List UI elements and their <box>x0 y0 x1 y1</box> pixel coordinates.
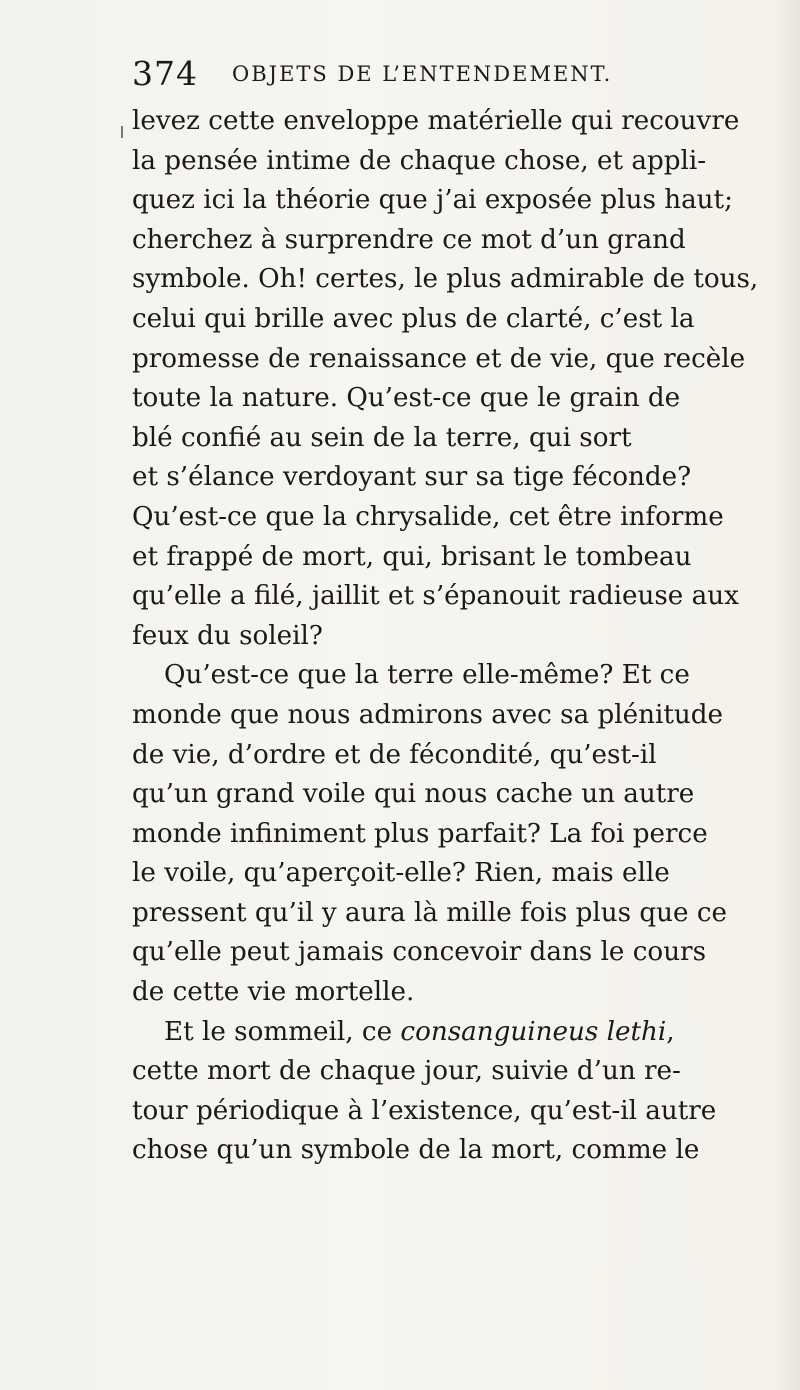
running-title: OBJETS DE L’ENTENDEMENT. <box>232 62 613 86</box>
text-line: et s’élance verdoyant sur sa tige féconde? <box>132 462 692 493</box>
paragraph-start-line: Qu’est-ce que la terre elle-même? Et ce <box>164 660 690 691</box>
text-line: monde infiniment plus parfait? La foi perce <box>132 818 708 849</box>
text-line: quez ici la théorie que j’ai exposée plus haut; <box>132 185 733 216</box>
text-line: levez cette enveloppe matérielle qui recouvre <box>132 106 740 136</box>
page-number: 374 <box>132 54 198 93</box>
text-line: qu’elle peut jamais concevoir dans le cours <box>132 937 707 968</box>
text-line: tour périodique à l’existence, qu’est-il autre <box>132 1095 717 1126</box>
text-line: promesse de renaissance et de vie, que recèle <box>132 343 746 374</box>
text-line: et frappé de mort, qui, brisant le tombeau <box>132 541 692 572</box>
text-line: pressent qu’il y aura là mille fois plus que ce <box>132 897 728 928</box>
text-line: de cette vie mortelle. <box>132 977 415 1008</box>
text-line: symbole. Oh! certes, le plus admirable de tous, <box>132 264 759 295</box>
text-line: chose qu’un symbole de la mort, comme le <box>132 1135 700 1166</box>
text-segment: , <box>666 1016 675 1047</box>
text-segment: Et le sommeil, ce <box>164 1016 401 1047</box>
text-line: Qu’est-ce que la chrysalide, cet être informe <box>132 501 724 532</box>
text-line: qu’elle a filé, jaillit et s’épanouit radieuse aux <box>132 581 739 612</box>
text-line: feux du soleil? <box>132 620 323 651</box>
text-line: monde que nous admirons avec sa plénitude <box>132 699 724 730</box>
latin-quote: consanguineus lethi <box>400 1016 667 1047</box>
margin-mark <box>121 126 123 138</box>
body-text <box>132 102 794 1171</box>
text-line: blé confié au sein de la terre, qui sort <box>132 422 632 453</box>
text-line: toute la nature. Qu’est-ce que le grain de <box>132 383 681 414</box>
text-line: celui qui brille avec plus de clarté, c’est la <box>132 303 695 334</box>
paragraph-start-line <box>132 1013 794 1053</box>
text-line: qu’un grand voile qui nous cache un autre <box>132 779 695 810</box>
page-header <box>132 50 662 100</box>
text-line: cette mort de chaque jour, suivie d’un re- <box>132 1056 681 1087</box>
text-line: le voile, qu’aperçoit-elle? Rien, mais elle <box>132 858 670 889</box>
text-line: de vie, d’ordre et de fécondité, qu’est-il <box>132 739 657 770</box>
text-line: cherchez à surprendre ce mot d’un grand <box>132 224 686 255</box>
text-line: la pensée intime de chaque chose, et appli- <box>132 145 707 176</box>
